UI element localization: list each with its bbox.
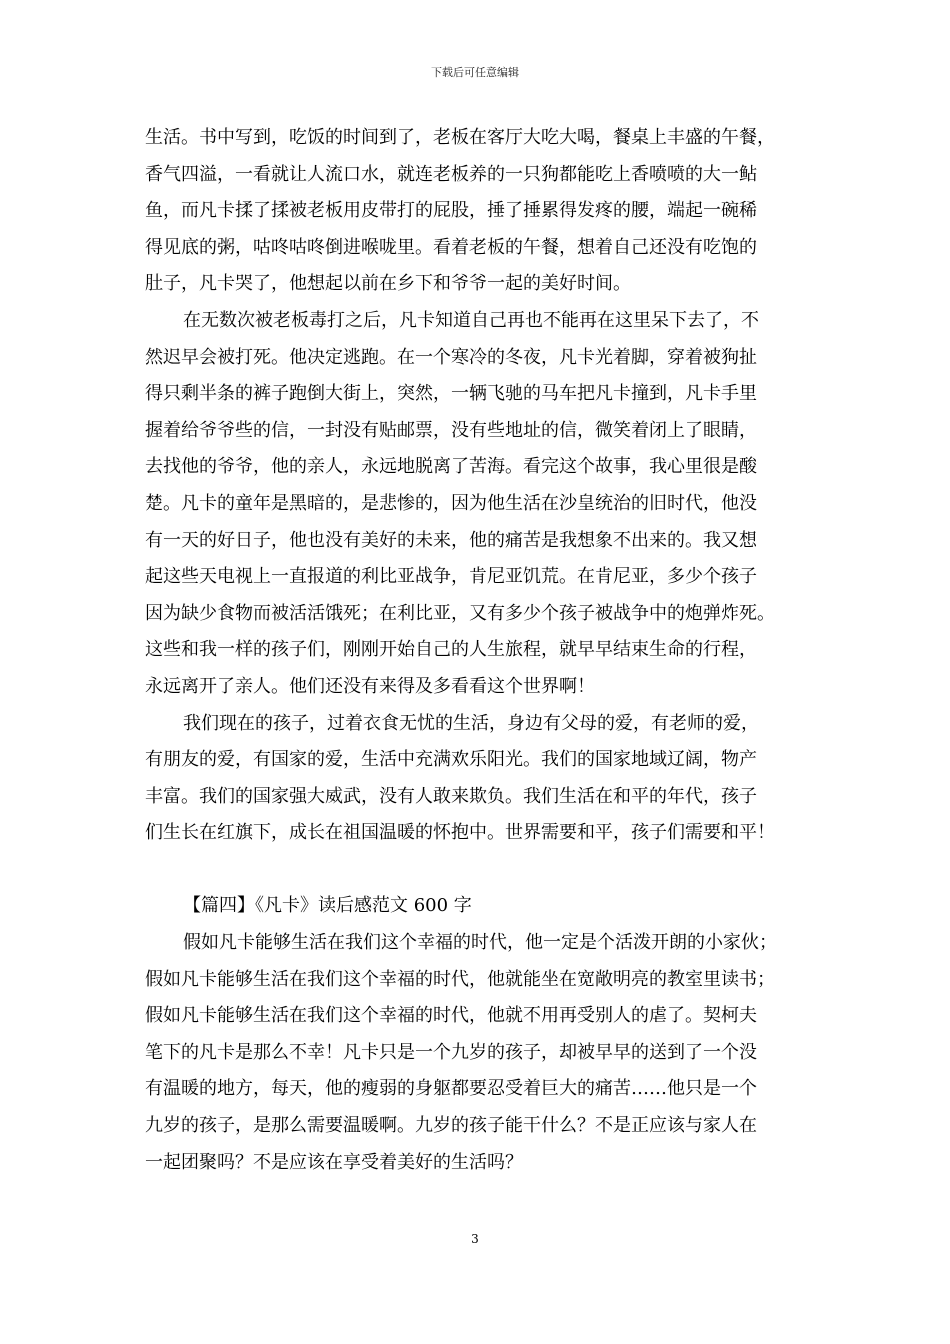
text-line: 在无数次被老板毒打之后，凡卡知道自己再也不能再在这里呆下去了，不	[183, 309, 759, 331]
text-line: 九岁的孩子，是那么需要温暖啊。九岁的孩子能干什么？不是正应该与家人在	[145, 1115, 757, 1137]
paragraph-2	[145, 303, 825, 706]
document-body	[145, 120, 825, 1181]
text-line: 因为缺少食物而被活活饿死；在利比亚，又有多少个孩子被战争中的炮弹炸死。	[145, 602, 775, 624]
text-line: 去找他的爷爷，他的亲人，永远地脱离了苦海。看完这个故事，我心里很是酸	[145, 456, 757, 478]
text-line: 一起团聚吗？不是应该在享受着美好的生活吗？	[145, 1151, 523, 1173]
text-line: 握着给爷爷些的信，一封没有贴邮票，没有些地址的信，微笑着闭上了眼睛，	[145, 419, 757, 441]
text-line: 们生长在红旗下，成长在祖国温暖的怀抱中。世界需要和平，孩子们需要和平！	[145, 822, 775, 844]
text-line: 楚。凡卡的童年是黑暗的，是悲惨的，因为他生活在沙皇统治的旧时代，他没	[145, 492, 757, 514]
text-line: 这些和我一样的孩子们，刚刚开始自己的人生旅程，就早早结束生命的行程，	[145, 639, 757, 661]
text-line: 肚子，凡卡哭了，他想起以前在乡下和爷爷一起的美好时间。	[145, 273, 631, 295]
paragraph-1	[145, 120, 825, 303]
page-number: 3	[471, 1232, 479, 1246]
section-title: 【篇四】《凡卡》读后感范文 600 字	[183, 895, 472, 917]
text-line: 起这些天电视上一直报道的利比亚战争，肯尼亚饥荒。在肯尼亚，多少个孩子	[145, 566, 757, 588]
text-line: 永远离开了亲人。他们还没有来得及多看看这个世界啊！	[145, 675, 595, 697]
text-line: 笔下的凡卡是那么不幸！凡卡只是一个九岁的孩子，却被早早的送到了一个没	[145, 1041, 757, 1063]
text-line: 我们现在的孩子，过着衣食无忧的生活，身边有父母的爱，有老师的爱，	[183, 712, 759, 734]
text-line: 有一天的好日子，他也没有美好的未来，他的痛苦是我想象不出来的。我又想	[145, 529, 757, 551]
text-line: 生活。书中写到，吃饭的时间到了，老板在客厅大吃大喝，餐桌上丰盛的午餐，	[145, 127, 775, 148]
text-line: 得见底的粥，咕咚咕咚倒进喉咙里。看着老板的午餐，想着自己还没有吃饱的	[145, 236, 757, 258]
text-line: 有朋友的爱，有国家的爱，生活中充满欢乐阳光。我们的国家地域辽阔，物产	[145, 749, 757, 771]
section-4	[145, 888, 825, 1181]
text-line: 假如凡卡能够生活在我们这个幸福的时代，他就能坐在宽敞明亮的教室里读书；	[145, 968, 775, 990]
page-header: 下载后可任意编辑	[431, 66, 519, 79]
section-spacer	[145, 852, 825, 889]
text-line: 假如凡卡能够生活在我们这个幸福的时代，他一定是个活泼开朗的小家伙；	[183, 932, 777, 954]
text-line: 丰富。我们的国家强大威武，没有人敢来欺负。我们生活在和平的年代，孩子	[145, 785, 757, 807]
text-line: 鱼，而凡卡揉了揉被老板用皮带打的屁股，捶了捶累得发疼的腰，端起一碗稀	[145, 200, 757, 222]
paragraph-3	[145, 706, 825, 852]
text-line: 假如凡卡能够生活在我们这个幸福的时代，他就不用再受别人的虐了。契柯夫	[145, 1005, 757, 1027]
text-line: 香气四溢，一看就让人流口水，就连老板养的一只狗都能吃上香喷喷的大一鲇	[145, 163, 757, 185]
text-line: 得只剩半条的裤子跑倒大街上，突然，一辆飞驰的马车把凡卡撞到，凡卡手里	[145, 383, 757, 405]
text-line: 然迟早会被打死。他决定逃跑。在一个寒冷的冬夜，凡卡光着脚，穿着被狗扯	[145, 346, 757, 368]
text-line: 有温暖的地方，每天，他的瘦弱的身躯都要忍受着巨大的痛苦……他只是一个	[145, 1078, 757, 1100]
